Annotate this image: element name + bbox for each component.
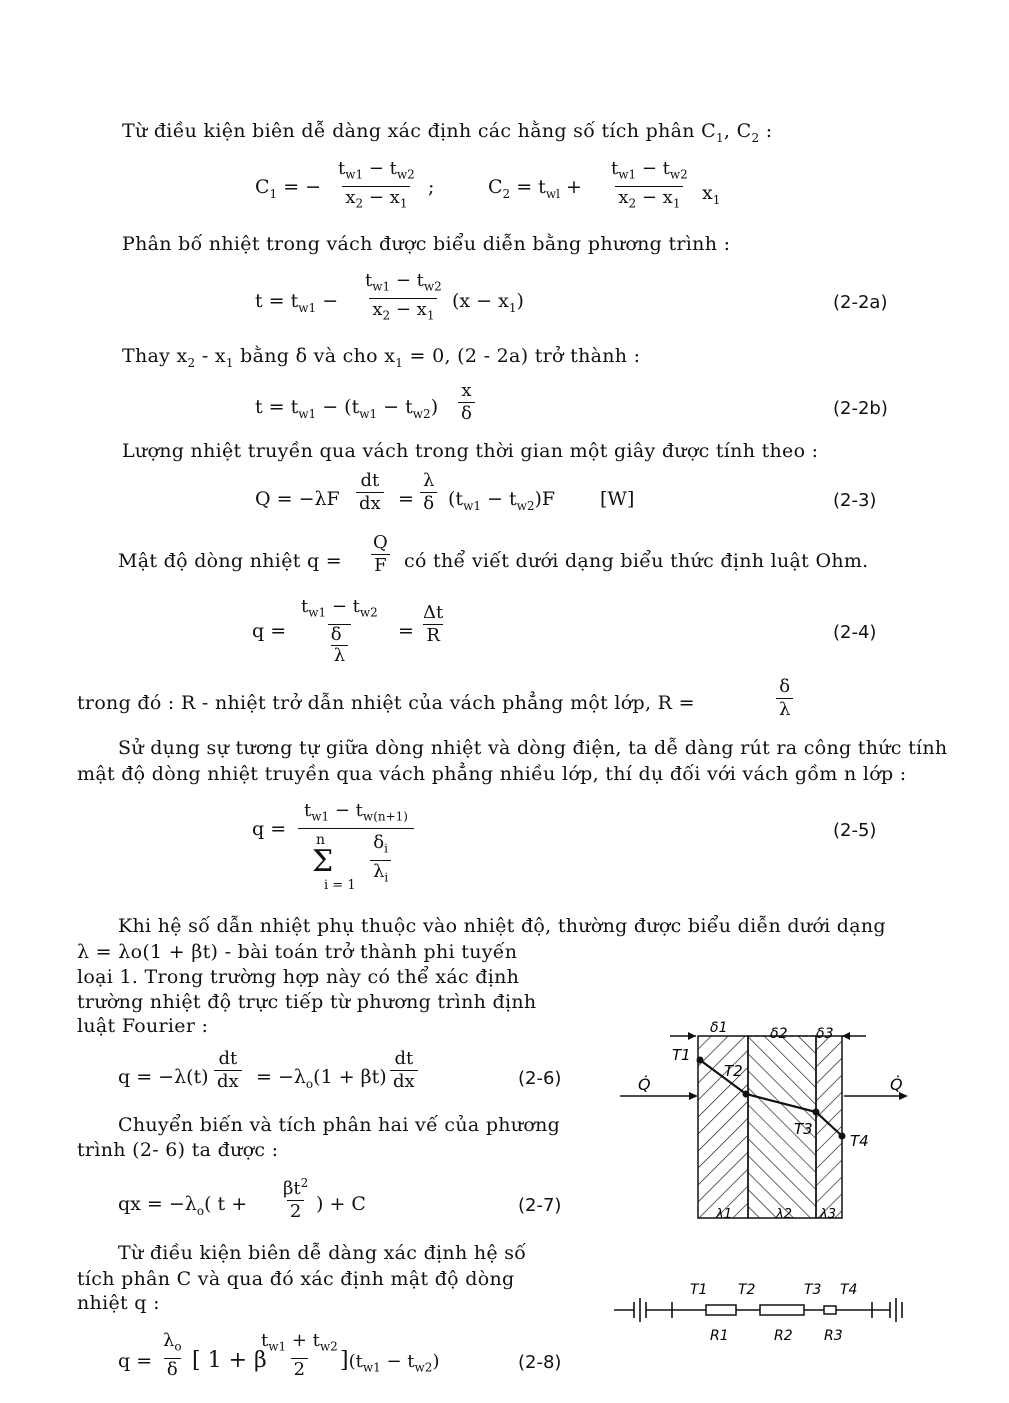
equation-2-7: qx = $-\lambda_o$( t +: [118, 1193, 248, 1218]
summation: Σ: [312, 844, 334, 879]
text-line: trường nhiệt độ trực tiếp từ phương trình định: [77, 991, 537, 1013]
equation-number: (2-5): [833, 820, 877, 841]
wall-diagram: [610, 1018, 920, 1228]
temp-label: T1: [672, 1046, 691, 1064]
fraction: $\frac{t_{w1} - t_{w2}}{x_2 - x_1}$: [362, 270, 445, 326]
wall-layer-3: [816, 1036, 842, 1218]
equation-c2-tail: $x_1$: [702, 182, 721, 207]
resistor: [760, 1305, 804, 1315]
equation-number: (2-7): [518, 1195, 562, 1216]
equation-number: (2-3): [833, 490, 877, 511]
equation-2-2a-tail: $(x - x_1)$: [452, 290, 524, 315]
equation-2-2b: $t = t_{w1} - (t_{w1} - t_{w2})$: [255, 396, 439, 421]
resistor: [706, 1305, 736, 1315]
text-span: C: [736, 120, 752, 142]
separator: ;: [428, 176, 435, 198]
text-line: có thể viết dưới dạng biểu thức định luật Ohm.: [404, 550, 869, 572]
equation-2-4: q =: [252, 620, 287, 642]
fraction: $\frac{Q}{F}$: [373, 532, 388, 576]
resistor-label: R2: [774, 1328, 793, 1344]
equals: =: [398, 488, 414, 510]
text-span: Từ điều kiện biên dễ dàng xác định các hằng số tích phân C: [122, 120, 716, 142]
equation-2-8-tail: ]$(t_{w1} - t_{w2})$: [340, 1348, 440, 1375]
heat-flow-label: Q̇: [638, 1075, 651, 1094]
text-line: Chuyển biến và tích phân hai vế của phương: [118, 1114, 561, 1136]
text-line: Khi hệ số dẫn nhiệt phụ thuộc vào nhiệt độ, thường được biểu diễn dưới dạng: [118, 915, 886, 937]
fraction: $\frac{\lambda_o}{\delta}$: [163, 1330, 182, 1380]
text-line: trình (2- 6) ta được :: [77, 1139, 279, 1161]
fraction: $t_{w1} - t_{w2}$ δ λ: [301, 596, 378, 666]
text-line: Thay $x_2 - x_1$ bằng δ và cho $x_1 = 0$, (2 - 2a) trở thành :: [122, 345, 641, 370]
fraction: $\frac{\Delta t}{R}$: [423, 602, 444, 646]
heat-flow-label: Q̇: [890, 1075, 903, 1094]
equation-2-7-tail: ) + C: [316, 1193, 366, 1215]
lambda-label: λ3: [820, 1207, 836, 1222]
equation-2-8-mid: [ 1 + β: [192, 1348, 267, 1373]
equation-2-5: q =: [252, 818, 287, 840]
fraction: $\frac{\delta_i}{\lambda_i}$: [370, 832, 391, 888]
equation-2-3-tail: $(t_{w1} - t_{w2})F$: [448, 488, 556, 513]
text-span: - x: [201, 345, 226, 367]
lambda-label: λ2: [776, 1207, 792, 1222]
equation-number: (2-2a): [833, 292, 888, 313]
unit: [W]: [600, 488, 635, 510]
temp-label: T4: [850, 1132, 869, 1150]
circuit-temp-label: T2: [738, 1282, 756, 1298]
text-span: bằng δ và cho x: [240, 345, 396, 367]
fraction: $\frac{x}{\delta}$: [458, 380, 475, 425]
text-line: nhiệt q :: [77, 1292, 160, 1314]
text-line: Mật độ dòng nhiệt q =: [118, 550, 343, 572]
fraction: $\frac{\beta t^2}{2}$: [283, 1176, 309, 1222]
temp-label: T2: [724, 1062, 743, 1080]
fraction: $\frac{dt}{dx}$: [214, 1048, 242, 1093]
delta-label: δ2: [770, 1026, 788, 1042]
text-line: mật độ dòng nhiệt truyền qua vách phẳng nhiều lớp, thí dụ đối với vách gồm n lớp :: [77, 763, 907, 785]
circuit-diagram: [610, 1278, 920, 1348]
text-line: trong đó : R - nhiệt trở dẫn nhiệt của vách phẳng một lớp, R =: [77, 692, 695, 714]
fraction: $\frac{t_{w1} - t_{w2}}{x_2 - x_1}$: [335, 158, 418, 214]
equation-number: (2-6): [518, 1068, 562, 1089]
text-line: loại 1. Trong trường hợp này có thể xác định: [77, 966, 520, 988]
lambda-label: λ1: [716, 1207, 732, 1222]
summation: i = 1: [324, 878, 356, 893]
equals: =: [398, 620, 414, 642]
equation-number: (2-8): [518, 1352, 562, 1373]
equation-number: (2-2b): [833, 398, 888, 419]
fraction: $\frac{\delta}{\lambda}$: [776, 676, 793, 721]
text-line: Sử dụng sự tương tự giữa dòng nhiệt và dòng điện, ta dễ dàng rút ra công thức tính: [118, 737, 948, 759]
summation: n: [316, 832, 326, 848]
text-span: Thay x: [122, 345, 188, 367]
circuit-temp-label: T3: [804, 1282, 822, 1298]
fraction: $\frac{dt}{dx}$: [390, 1048, 418, 1093]
text-line: Phân bố nhiệt trong vách được biểu diễn bằng phương trình :: [122, 233, 731, 255]
equation-2-8: q =: [118, 1350, 153, 1372]
text-line: λ = λo(1 + βt) - bài toán trở thành phi tuyến: [77, 941, 518, 963]
circuit-temp-label: T1: [690, 1282, 708, 1298]
resistor-label: R1: [710, 1328, 729, 1344]
fraction: $t_{w1} - t_{w(n+1)}$: [298, 800, 414, 899]
temp-label: T3: [794, 1120, 813, 1138]
resistor: [824, 1306, 836, 1314]
delta-label: δ1: [710, 1020, 728, 1036]
circuit-temp-label: T4: [840, 1282, 858, 1298]
fraction: $\frac{t_{w1} + t_{w2}}{2}$: [261, 1330, 338, 1380]
fraction: $\frac{dt}{dx}$: [356, 470, 384, 515]
equation-2-3: Q = −λF: [255, 488, 340, 510]
resistor-label: R3: [824, 1328, 843, 1344]
text-line: Từ điều kiện biên dễ dàng xác định hệ số: [118, 1242, 527, 1264]
equation-2-6-mid: = $-\lambda_o(1 + \beta t)$: [256, 1066, 387, 1091]
text-line: Lượng nhiệt truyền qua vách trong thời gian một giây được tính theo :: [122, 440, 819, 462]
equation-2-2a: $t = t_{w1}$ −: [255, 290, 339, 315]
equation-c1: $C_1$ = −: [255, 176, 322, 201]
fraction: $\frac{\lambda}{\delta}$: [420, 470, 437, 515]
equation-number: (2-4): [833, 622, 877, 643]
text-line: luật Fourier :: [77, 1015, 209, 1037]
text-line: Từ điều kiện biên dễ dàng xác định các hằng số tích phân $C_1$, $C_2$ :: [122, 120, 773, 145]
text-span: = 0, (2 - 2a) trở thành :: [409, 345, 641, 367]
equation-2-6: q = −λ(t): [118, 1066, 209, 1088]
fraction: $\frac{t_{w1} - t_{w2}}{x_2 - x_1}$: [608, 158, 691, 214]
text-line: tích phân C và qua đó xác định mật độ dòng: [77, 1268, 515, 1290]
delta-label: δ3: [816, 1026, 834, 1042]
equation-c2: $C_2 = t_{wl}$ +: [488, 176, 582, 201]
